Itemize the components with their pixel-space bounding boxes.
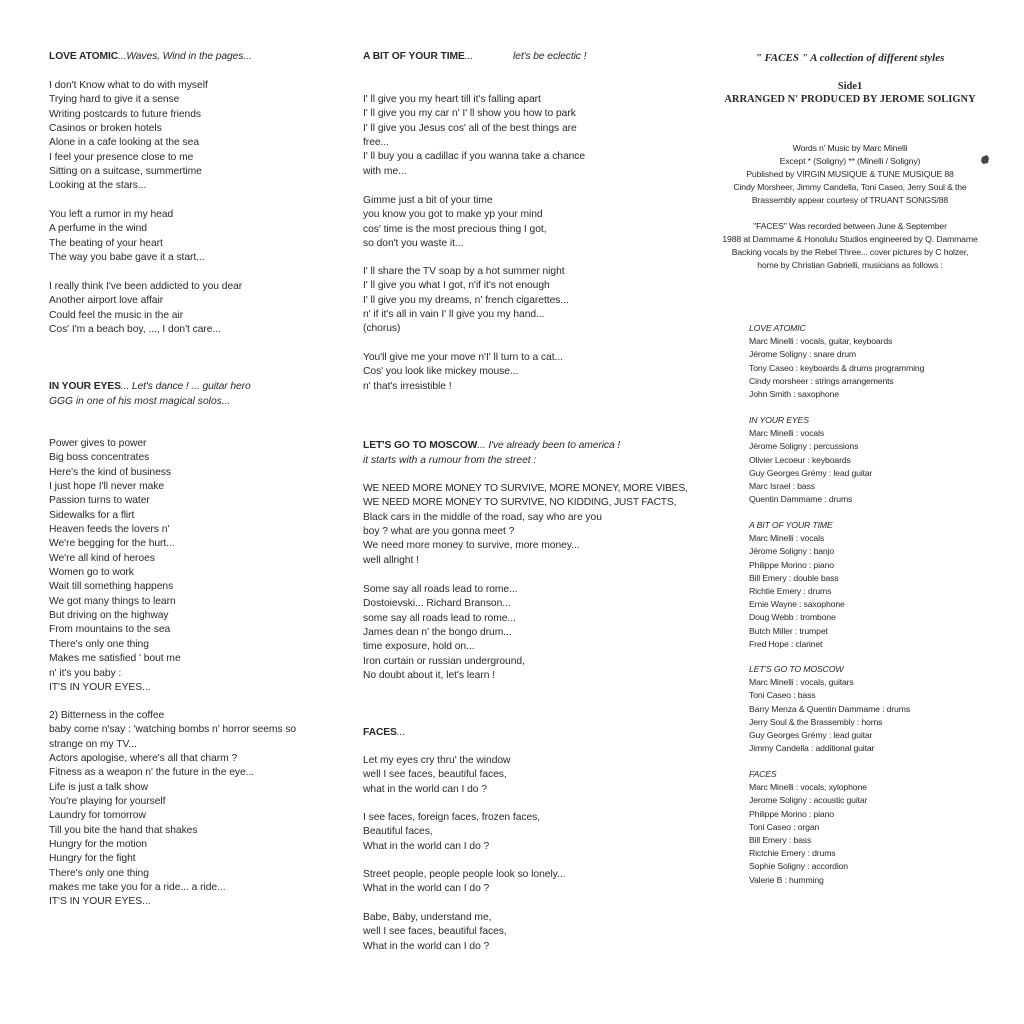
lyric-line: Fitness as a weapon n' the future in the eye...	[49, 767, 255, 779]
musician-line: Tony Caseo : keyboards & drums programming	[749, 362, 925, 373]
lyric-line: Iron curtain or russian underground,	[363, 655, 525, 667]
musician-line: Jerome Soligny : acoustic guitar	[749, 795, 868, 806]
lyric-line: Dostoievski... Richard Branson...	[363, 598, 511, 610]
musician-line: Barry Menza & Quentin Dammame : drums	[749, 703, 911, 714]
lyric-line: some say all roads lead to rome...	[363, 612, 516, 624]
musician-line: Philippe Morino : piano	[749, 559, 834, 570]
lyrics-stanza	[363, 482, 688, 568]
musician-line: Richtie Emery : drums	[749, 585, 832, 596]
lyric-line: You'll give me your move n'I' ll turn to a cat...	[363, 352, 563, 363]
lyrics-stanza	[49, 709, 296, 910]
lyric-line: 2) Bitterness in the coffee	[49, 710, 165, 721]
musicians-a-bit-of-your-time	[749, 519, 989, 651]
musicians-song-title: LOVE ATOMIC	[749, 323, 806, 333]
lyric-line: time exposure, hold on...	[363, 641, 475, 653]
lyric-line: Another airport love affair	[49, 295, 164, 307]
recording-credits	[705, 220, 995, 272]
credit-line: Except * (Soligny) ** (Minelli / Soligny)	[779, 156, 921, 166]
ink-mark-icon	[981, 155, 989, 164]
musician-line: Toni Caseo : organ	[749, 821, 820, 832]
musician-line: Marc Minelli : vocals, guitar, keyboards	[749, 336, 893, 347]
credit-line: home by Christian Gabrielli, musicians as follows :	[757, 260, 943, 270]
lyric-line: I' ll give you my dreams, n' french cigarettes...	[363, 294, 569, 306]
lyric-line: Street people, people people look so lonely...	[363, 869, 566, 880]
lyric-line: Casinos or broken hotels	[49, 123, 162, 135]
musician-line: Cindy morsheer : strings arrangements	[749, 375, 894, 386]
song-title-lets-go-to-moscow	[363, 439, 620, 453]
lyric-line: Black cars in the middle of the road, say who are you	[363, 511, 602, 523]
lyric-line: IT'S IN YOUR EYES...	[49, 681, 151, 693]
song-title-text: LET'S GO TO MOSCOW	[363, 440, 478, 451]
lyric-line: WE NEED MORE MONEY TO SURVIVE, MORE MONEY, MORE VIBES,	[363, 483, 688, 494]
lyric-line: You're playing for yourself	[49, 796, 166, 808]
lyric-line: n' that's irresistible !	[363, 380, 452, 392]
lyric-line: Alone in a cafe looking at the sea	[49, 137, 199, 149]
lyric-line: Cos' you look like mickey mouse...	[363, 366, 519, 378]
lyric-line: We're all kind of heroes	[49, 552, 155, 564]
musician-line: Marc Minelli : vocals	[749, 533, 825, 544]
musician-line: John Smith : saxophone	[749, 388, 839, 399]
lyric-line: James dean n' the bongo drum...	[363, 627, 512, 639]
musician-line: Jérome Soligny : banjo	[749, 546, 835, 557]
lyric-line: Cos' I'm a beach boy, ..., I don't care...	[49, 324, 221, 336]
song-subtitle: ... Let's dance ! ... guitar hero	[120, 381, 251, 392]
lyric-line: baby come n'say : 'watching bombs n' horror seems so	[49, 724, 297, 736]
song-title-a-bit-of-your-time	[363, 50, 586, 64]
song-subtitle: ...Waves, Wind in the pages...	[118, 51, 252, 62]
lyric-line: Till you bite the hand that shakes	[49, 824, 198, 836]
lyric-line: Babe, Baby, understand me,	[363, 912, 492, 923]
lyric-line: Hungry for the motion	[49, 839, 147, 851]
lyrics-stanza	[363, 351, 563, 394]
musician-line: Butch Miller : trumpet	[749, 625, 828, 636]
credit-line: Published by VIRGIN MUSIQUE & TUNE MUSIQUE 88	[746, 169, 954, 179]
lyric-line: Makes me satisfied ' bout me	[49, 653, 181, 665]
lyric-line: Trying hard to give it a sense	[49, 94, 180, 106]
credit-line: Cindy Morsheer, Jimmy Candella, Toni Caseo, Jerry Soul & the	[733, 182, 967, 192]
lyric-line: I really think I've been addicted to you dear	[49, 281, 243, 292]
musician-line: Rictchie Emery : drums	[749, 848, 836, 859]
musician-line: Olivier Lecoeur : keyboards	[749, 454, 851, 465]
lyric-line: From mountains to the sea	[49, 624, 171, 636]
song-title-text: IN YOUR EYES	[49, 381, 121, 392]
musician-line: Jimmy Candella : additional guitar	[749, 743, 875, 754]
musician-line: Guy Georges Grémy : lead guitar	[749, 467, 873, 478]
musicians-song-title: LET'S GO TO MOSCOW	[749, 664, 844, 674]
lyric-line: free...	[363, 137, 389, 149]
lyric-line: Power gives to power	[49, 438, 147, 449]
lyrics-stanza	[49, 437, 181, 695]
lyric-line: Passion turns to water	[49, 495, 150, 507]
lyric-line: I' ll give you what I got, n'if it's not enough	[363, 280, 550, 292]
song-title-text: A BIT OF YOUR TIME	[363, 51, 465, 62]
lyric-line: well I see faces, beautiful faces,	[363, 769, 507, 781]
lyric-line: n' it's you baby :	[49, 667, 122, 679]
lyric-line: boy ? what are you gonna meet ?	[363, 526, 515, 538]
lyric-line: makes me take you for a ride... a ride...	[49, 882, 226, 894]
lyric-line: I just hope I'll never make	[49, 481, 165, 493]
lyrics-stanza	[363, 265, 569, 337]
lyric-line: cos' time is the most precious thing I got,	[363, 223, 547, 235]
musicians-song-title: A BIT OF YOUR TIME	[749, 520, 833, 530]
musician-line: Valerie B : humming	[749, 874, 824, 885]
lyrics-stanza	[363, 194, 547, 251]
side-label: Side1	[837, 81, 863, 92]
lyric-line: Some say all roads lead to rome...	[363, 584, 518, 595]
lyric-line: well I see faces, beautiful faces,	[363, 926, 507, 938]
lyric-line: The way you babe gave it a start...	[49, 252, 205, 264]
lyric-line: Actors apologise, where's all that charm ?	[49, 753, 238, 765]
lyric-line: I' ll buy you a cadillac if you wanna take a chance	[363, 151, 586, 163]
lyric-line: But driving on the highway	[49, 610, 169, 622]
publishing-credits	[705, 142, 995, 207]
song-subtitle-line2: GGG in one of his most magical solos...	[49, 396, 231, 407]
lyric-line: A perfume in the wind	[49, 223, 147, 235]
song-title-in-your-eyes	[49, 380, 251, 394]
lyric-line: Sidewalks for a flirt	[49, 509, 135, 521]
lyrics-stanza	[49, 208, 205, 265]
musician-line: Fred Hope : clarinet	[749, 638, 823, 649]
musician-line: Marc Minelli : vocals, xylophone	[749, 782, 867, 793]
lyrics-stanza	[363, 93, 585, 179]
credit-line: Backing vocals by the Rebel Three... cover pictures by C holzer,	[731, 247, 969, 257]
musician-line: Ernie Wayne : saxophone	[749, 599, 845, 610]
lyric-line: Wait till something happens	[49, 581, 174, 593]
musician-line: Marc Israel : bass	[749, 480, 815, 491]
musician-line: Doug Webb : trombone	[749, 612, 836, 623]
lyric-line: IT'S IN YOUR EYES...	[49, 896, 151, 908]
musicians-faces	[749, 768, 989, 887]
lyrics-stanza	[363, 583, 525, 683]
lyric-line: Laundry for tomorrow	[49, 810, 146, 822]
lyric-line: I don't Know what to do with myself	[49, 80, 208, 91]
lyric-line: Life is just a talk show	[49, 781, 148, 793]
lyric-line: We need more money to survive, more money...	[363, 540, 580, 552]
lyric-line: We're begging for the hurt...	[49, 538, 175, 550]
lyric-line: Writing postcards to future friends	[49, 108, 202, 120]
lyric-line: (chorus)	[363, 323, 401, 335]
lyric-line: I' ll give you my car n' I' ll show you how to park	[363, 108, 576, 120]
song-title-text: LOVE ATOMIC	[49, 51, 119, 62]
album-title: " FACES " A collection of different styles	[755, 52, 945, 64]
lyric-line: Gimme just a bit of your time	[363, 195, 493, 206]
lyric-line: you know you got to make yp your mind	[363, 209, 543, 221]
credit-line: "FACES" Was recorded between June & September	[753, 221, 947, 231]
lyric-line: Hungry for the fight	[49, 853, 136, 865]
musician-line: Bill Emery : double bass	[749, 572, 839, 583]
musicians-in-your-eyes	[749, 414, 989, 506]
musician-line: Jérome Soligny : snare drum	[749, 349, 857, 360]
lyric-line: n' if it's all in vain I' ll give you my hand...	[363, 309, 545, 321]
lyric-line: Heaven feeds the lovers n'	[49, 524, 170, 536]
lyric-line: with me...	[363, 165, 407, 177]
lyric-line: Let my eyes cry thru' the window	[363, 755, 511, 766]
musician-line: Marc Minelli : vocals, guitars	[749, 677, 854, 688]
lyrics-stanza	[363, 911, 507, 954]
lyrics-stanza	[49, 280, 242, 337]
lyric-line: What in the world can I do ?	[363, 940, 490, 952]
credit-line: 1988 at Dammame & Honolulu Studios engineered by Q. Dammame	[722, 234, 978, 244]
lyric-line: I feel your presence close to me	[49, 151, 194, 163]
producer-credit: ARRANGED N' PRODUCED BY JEROME SOLIGNY	[724, 94, 976, 105]
musicians-love-atomic	[749, 322, 989, 401]
lyric-line: Beautiful faces,	[363, 826, 433, 838]
lyric-line: strange on my TV...	[49, 738, 137, 750]
lyric-line: what in the world can I do ?	[363, 783, 487, 795]
song-title-faces	[363, 726, 405, 740]
song-title-dots: ...	[464, 51, 474, 62]
lyrics-stanza	[363, 754, 510, 797]
lyrics-stanza	[49, 79, 208, 194]
lyric-line: There's only one thing	[49, 638, 149, 650]
song-subtitle-line2: it starts with a rumour from the street :	[363, 455, 537, 466]
lyric-line: You left a rumor in my head	[49, 209, 174, 220]
lyric-line: Looking at the stars...	[49, 180, 147, 192]
musician-line: Quentin Dammame : drums	[749, 494, 853, 505]
lyric-line: Sitting on a suitcase, summertime	[49, 166, 202, 178]
lyric-line: I' ll give you my heart till it's falling apart	[363, 94, 541, 105]
song-title-love-atomic	[49, 50, 252, 64]
musician-line: Philippe Morino : piano	[749, 808, 834, 819]
lyric-line: Here's the kind of business	[49, 466, 171, 478]
musician-line: Jérome Soligny : percussions	[749, 441, 859, 452]
credit-line: Brassembly appear courtesy of TRUANT SONGS/88	[751, 195, 949, 205]
lyrics-stanza	[363, 868, 565, 897]
lyric-line: I see faces, foreign faces, frozen faces,	[363, 812, 541, 823]
song-subtitle: ... I've already been to america !	[477, 440, 621, 451]
musicians-song-title: FACES	[749, 769, 777, 779]
lyric-line: No doubt about it, let's learn !	[363, 670, 496, 682]
lyric-line: What in the world can I do ?	[363, 883, 490, 895]
lyric-line: Women go to work	[49, 567, 134, 579]
lyric-line: I' ll share the TV soap by a hot summer night	[363, 266, 565, 277]
musicians-lets-go-to-moscow	[749, 663, 989, 755]
song-title-text: FACES	[363, 727, 397, 738]
musician-line: Guy Georges Grémy : lead guitar	[749, 729, 873, 740]
musician-line: Jerry Soul & the Brassembly : horns	[749, 716, 883, 727]
credit-line: Words n' Music by Marc Minelli	[792, 143, 908, 153]
lyric-line: Could feel the music in the air	[49, 309, 184, 321]
lyric-line: Big boss concentrates	[49, 452, 150, 464]
musicians-song-title: IN YOUR EYES	[749, 415, 809, 425]
lyric-line: well allright !	[363, 554, 419, 566]
song-subtitle: ...	[396, 727, 406, 738]
song-subtitle: let's be eclectic !	[513, 51, 587, 62]
lyric-line: We got many things to learn	[49, 595, 176, 607]
lyric-line: I' ll give you Jesus cos' all of the best things are	[363, 122, 577, 134]
lyric-line: so don't you waste it...	[363, 238, 464, 250]
musician-line: Bill Emery : bass	[749, 834, 812, 845]
musician-line: Sophie Soligny : accordion	[749, 861, 848, 872]
lyric-line: The beating of your heart	[49, 237, 163, 249]
musician-line: Toni Caseo : bass	[749, 690, 816, 701]
lyric-line: WE NEED MORE MONEY TO SURVIVE, NO KIDDING, JUST FACTS,	[363, 497, 677, 509]
lyric-line: There's only one thing	[49, 867, 149, 879]
lyric-line: What in the world can I do ?	[363, 840, 490, 852]
musician-line: Marc Minelli : vocals	[749, 428, 825, 439]
lyrics-stanza	[363, 811, 540, 854]
